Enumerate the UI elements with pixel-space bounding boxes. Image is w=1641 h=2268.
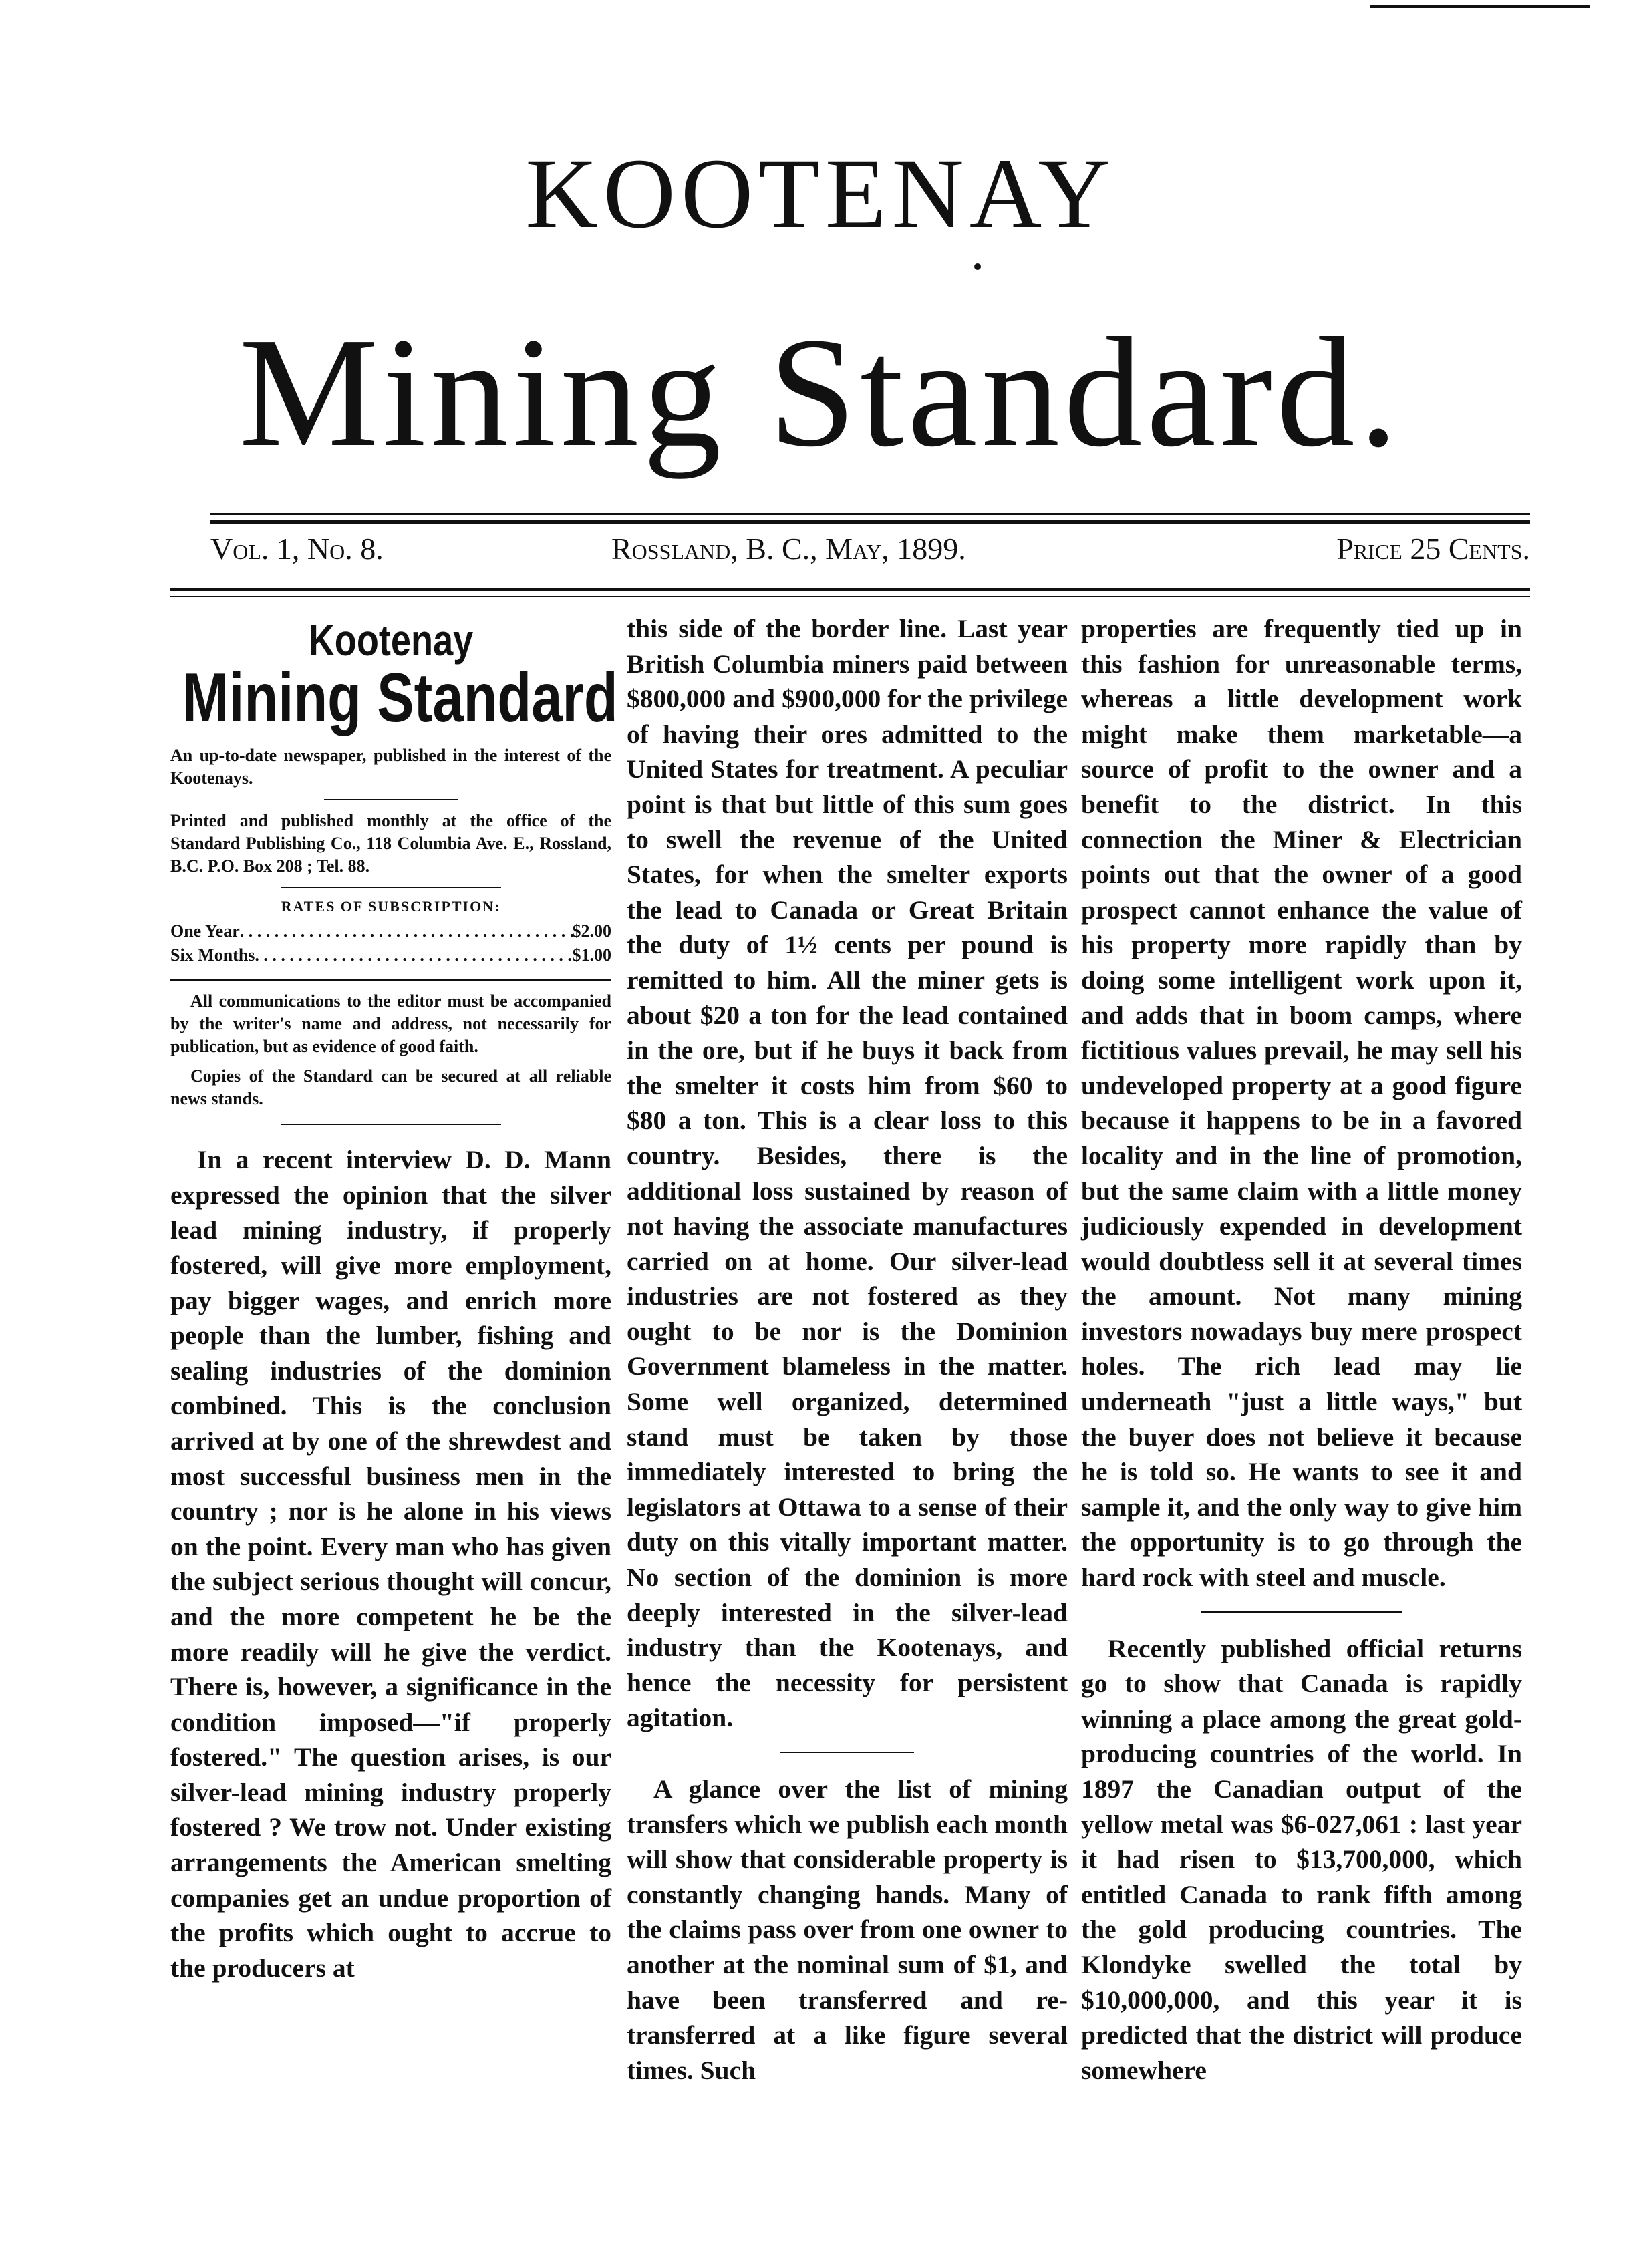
separator [281,887,501,888]
separator [324,799,458,800]
leader-dots [255,943,572,967]
masthead-title: Mining Standard. [239,305,1402,479]
info-box-title-top: Kootenay [308,615,474,665]
top-edge-rule [1370,5,1590,8]
article-mining-transfers: A glance over the list of mining transfers which we publish each month will show that considerable property is constantly changing hands. Many of the claims pass over from one owner to another at the nominal sum of $1, and have been transferred and re-transferred at a like figure several times. Such [627,1774,1068,2085]
leader-dots [240,919,573,943]
dateline-rule-thin [170,596,1530,597]
dateline [210,531,1530,578]
volume-number: Vol. 1, No. 8. [210,532,384,566]
info-box-publisher: Printed and published monthly at the office of the Standard Publishing Co., 118 Columbia Ave. E., Rossland, B.C. P.O. Box 208 ; Tel. 88. [170,811,611,876]
info-box [170,615,618,1125]
rate-label: One Year [170,921,240,941]
rate-price: $2.00 [572,921,611,941]
rate-label: Six Months [170,945,255,965]
article-gold-production: Recently published official returns go to show that Canada is rapidly winning a place among the great gold-producing countries of the world. In 1897 the Canadian output of the yellow metal was $6-027,061 : last year it had risen to $13,700,000, which entitled Canada to rank fifth among the gold producing countries. The Klondyke swelled the total by $10,000,000, and this year it is predicted that the district will produce somewhere [1081,1633,1522,2085]
article-silver-lead-text: In a recent interview D. D. Mann expressed the opinion that the silver lead mining industry, if properly fostered, will give more employment, pay bigger wages, and enrich more people than the lumber, fishing and sealing industries of the dominion combined. This is the conclusion arrived at by one of the shrewdest and most successful business men in the country ; nor is he alone in his views on the point. Every man who has given the subject serious thought will concur, and the more competent he be the more readily will he give the verdict. There is, however, a significance in the condition imposed—"if properly fostered." The question arises, is our silver-lead mining industry properly fostered ? We trow not. Under existing arrangements the American smelting companies get an undue proportion of the profits which ought to accrue to the producers at [170,1145,611,1983]
rate-row-six-months [170,943,611,967]
masthead-ornament [974,263,981,270]
rate-row-year [170,919,611,943]
separator [170,979,611,981]
column-2 [627,611,1068,2088]
article-silver-lead-continued: this side of the border line. Last year British Columbia miners paid between $800,000 and $900,000 for the privilege of having their ores admitted to the United States for treatment. A peculiar point is that but little of this sum goes to swell the revenue of the United States, for when the smelter exports the lead to Canada or Great Britain the duty of 1½ cents per pound is remitted to him. All the miner gets is about $20 a ton for the lead contained in the ore, but if he buys it back from the smelter it costs him from $60 to $80 a ton. This is a clear loss to this country. Besides, there is the additional loss sustained by reason of not having the associate manufactures carried on at home. Our silver-lead industries are not fostered as they ought to be nor is the Dominion Government blameless in the matter. Some well organized, determined stand must be taken by those immediately interested to bring the legislators at Ottawa to a sense of their duty on this vitally important matter. No section of the dominion is more deeply interested in the silver-lead industry than the Kootenays, and hence the necessity for persistent agitation. [627,614,1068,1733]
rates-heading: RATES OF SUBSCRIPTION: [281,898,501,915]
info-box-copies: Copies of the Standard can be secured at all reliable news stands. [170,1066,611,1109]
dateline-rule [170,588,1530,591]
article-mining-transfers-continued: properties are frequently tied up in this fashion for unreasonable terms, whereas a little development work might make them marketable—a source of profit to the owner and a benefit to the district. In this connection the Miner & Electrician points out that the owner of a good prospect cannot enhance the value of his property more rapidly than by doing some intelligent work upon it, and adds that in boom camps, where fictitious values prevail, he may sell his undeveloped property at a good figure because it happens to be in a favored locality and in the line of promotion, but the same claim with a little money judiciously expended in development would doubtless sell it at several times the amount. Not many mining investors nowadays buy mere prospect holes. The rich lead may lie underneath "just a little ways," but the buyer does not believe it because he is told so. He wants to see it and sample it, and the only way to give him the opportunity is to go through the hard rock with steel and muscle. [1081,614,1522,1593]
column-1 [170,611,618,1985]
masthead-kootenay: KOOTENAY [525,138,1116,249]
column-3 [1081,611,1522,2088]
rate-price: $1.00 [572,945,611,965]
info-box-communications: All communications to the editor must be accompanied by the writer's name and address, not necessarily for publication, but as evidence of good faith. [170,991,611,1057]
separator [780,1752,914,1753]
price: Price 25 Cents. [1336,532,1530,566]
separator [1201,1611,1402,1613]
masthead-rule-thin [210,513,1530,515]
info-box-title-bottom: Mining Standard [182,659,618,737]
info-box-tagline: An up-to-date newspaper, published in the interest of the Kootenays. [170,746,611,788]
masthead-rule-thick [210,520,1530,524]
separator [281,1124,501,1125]
place-and-date: Rossland, B. C., May, 1899. [611,532,966,566]
